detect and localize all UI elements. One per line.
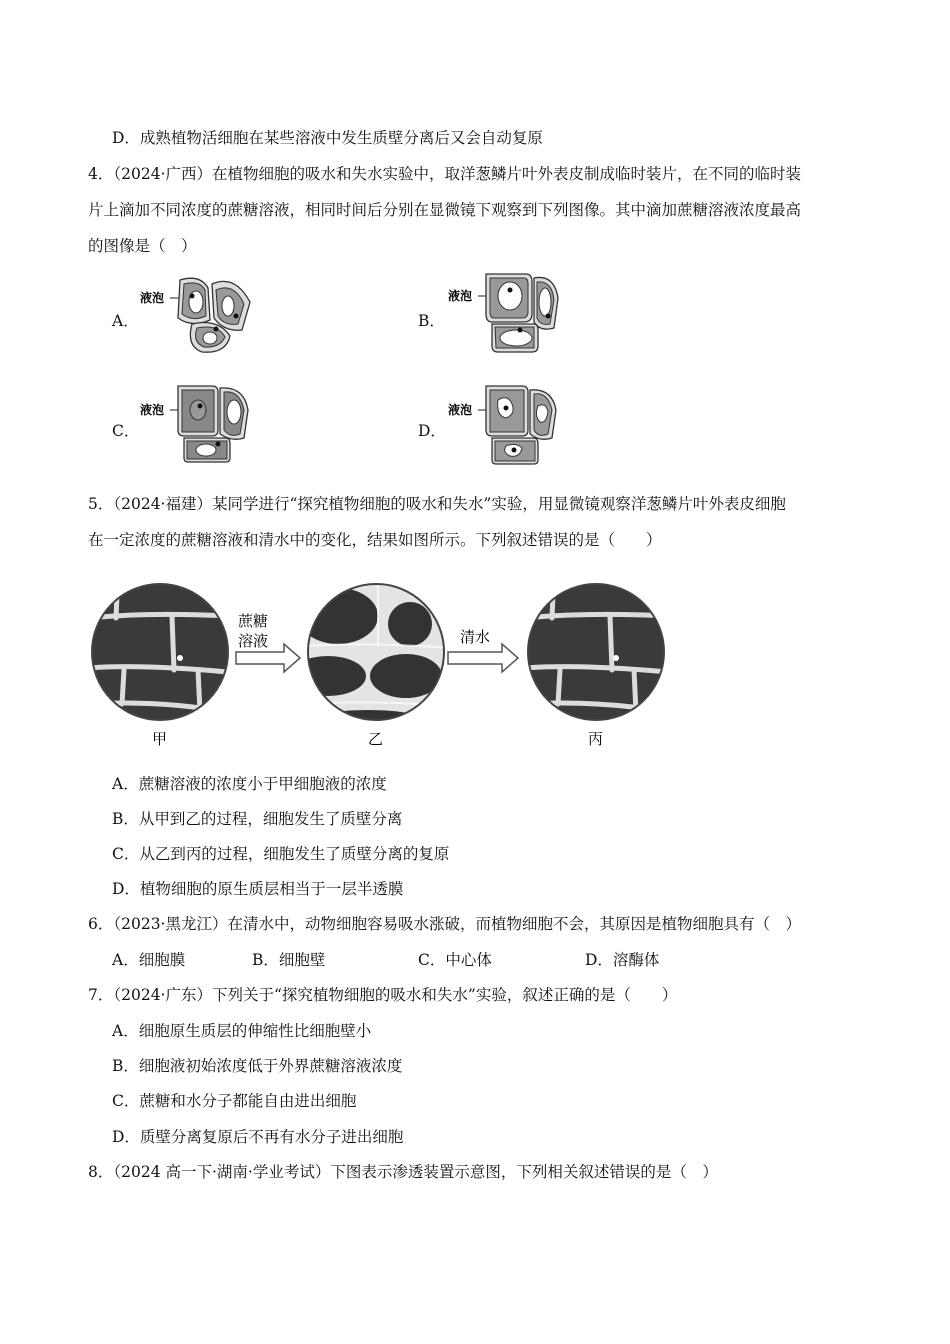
q5-stem-line2: 在一定浓度的蔗糖溶液和清水中的变化，结果如图所示。下列叙述错误的是（ ）: [88, 531, 662, 549]
vacuole-label: 液泡: [448, 403, 473, 417]
q6-stem: 6．（2023·黑龙江）在清水中，动物细胞容易吸水涨破，而植物细胞不会，其原因是植物细胞具有（ ）: [88, 915, 801, 933]
q4-stem-line2: 片上滴加不同浓度的蔗糖溶液，相同时间后分别在显微镜下观察到下列图像。其中滴加蔗糖溶液浓度最高: [88, 201, 802, 219]
vacuole-label: 液泡: [448, 289, 473, 303]
q6-option-a: A．细胞膜: [112, 951, 186, 969]
q7-option-d: D．质壁分离复原后不再有水分子进出细胞: [112, 1128, 404, 1146]
vacuole-label: 液泡: [140, 403, 165, 417]
q5-option-d: D．植物细胞的原生质层相当于一层半透膜: [112, 880, 404, 898]
q4-option-d-image: [446, 382, 561, 466]
q4-option-b-image: [446, 268, 561, 354]
q5-option-b: B．从甲到乙的过程，细胞发生了质壁分离: [112, 810, 403, 828]
q7-option-a: A．细胞原生质层的伸缩性比细胞壁小: [112, 1022, 372, 1040]
microscope-view-bing: [524, 572, 668, 720]
q7-option-c: C．蔗糖和水分子都能自由进出细胞: [112, 1092, 357, 1110]
q8-stem: 8．（2024 高一下·湖南·学业考试）下图表示渗透装置示意图，下列相关叙述错误的是（ ）: [88, 1163, 718, 1181]
microscope-view-yi: [290, 572, 448, 734]
q6-option-b: B．细胞壁: [252, 951, 326, 969]
vacuole-label: 液泡: [140, 291, 165, 305]
q4-option-c-image: [140, 382, 255, 464]
q4-option-c-label: C．: [112, 422, 140, 440]
q4-stem-line3: 的图像是（ ）: [88, 237, 197, 255]
q6-option-c: C．中心体: [418, 951, 492, 969]
q5-option-a: A．蔗糖溶液的浓度小于甲细胞液的浓度: [112, 775, 387, 793]
q7-option-b: B．细胞液初始浓度低于外界蔗糖溶液浓度: [112, 1057, 403, 1075]
arrow1-label-line1: 蔗糖: [238, 612, 269, 630]
q6-option-d: D．溶酶体: [585, 951, 660, 969]
q3-option-d: D．成熟植物活细胞在某些溶液中发生质壁分离后又会自动复原: [112, 129, 543, 147]
q4-option-a-label: A．: [112, 312, 139, 330]
label-yi: 乙: [368, 730, 384, 748]
label-jia: 甲: [152, 730, 168, 748]
arrow-sucrose: [236, 612, 300, 672]
q5-option-c: C．从乙到丙的过程，细胞发生了质壁分离的复原: [112, 845, 450, 863]
q4-stem-line1: 4．（2024·广西）在植物细胞的吸水和失水实验中，取洋葱鳞片叶外表皮制成临时装片，在不同的临时装: [88, 165, 801, 183]
q7-stem: 7．（2024·广东）下列关于“探究植物细胞的吸水和失水”实验，叙述正确的是（ ）: [88, 986, 678, 1004]
arrow-water: [448, 628, 518, 672]
q4-option-d-label: D．: [418, 422, 446, 440]
q4-option-b-label: B．: [418, 312, 445, 330]
q4-option-a-image: [140, 272, 255, 354]
label-bing: 丙: [588, 730, 604, 748]
microscope-view-jia: [88, 572, 228, 720]
q5-stem-line1: 5．（2024·福建）某同学进行“探究植物细胞的吸水和失水”实验，用显微镜观察洋葱鳞片叶外表皮细胞: [88, 495, 786, 513]
arrow1-label-line2: 溶液: [238, 632, 269, 650]
arrow2-label: 清水: [460, 628, 491, 646]
q5-microscope-figure: [88, 572, 668, 748]
